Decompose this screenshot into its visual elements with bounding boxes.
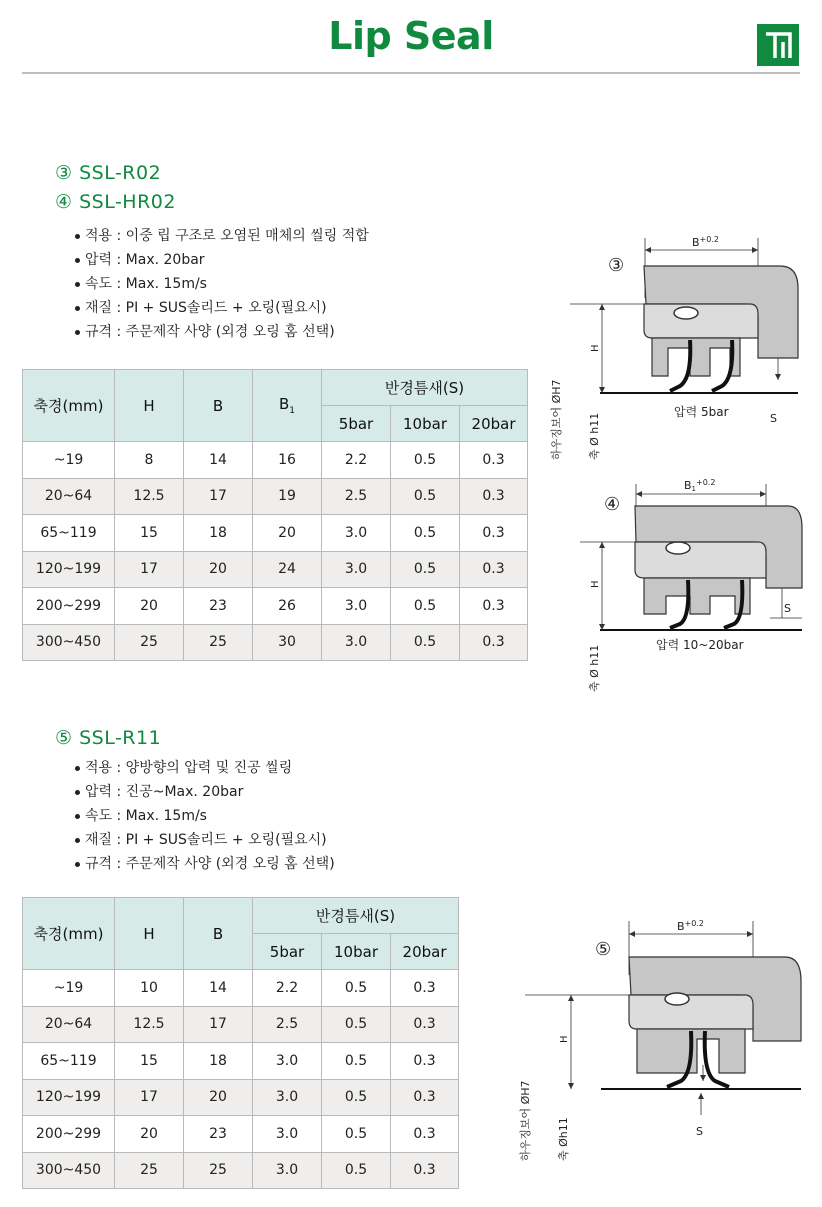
spec-item: 압력 : Max. 20bar <box>75 248 369 272</box>
col-header-5bar: 5bar <box>322 406 391 442</box>
table-row: 20~64 12.5 17 2.5 0.5 0.3 <box>23 1006 459 1043</box>
col-header-gap: 반경틈새(S) <box>322 370 528 406</box>
seal-diagram-3 <box>540 228 810 463</box>
table-row: 20~64 12.5 17 19 2.5 0.5 0.3 <box>23 478 528 515</box>
housing-bore-label: 하우징보어 ØH7 <box>550 379 563 460</box>
model-title-r02: ③ SSL-R02 <box>55 162 162 184</box>
dim-s-label: S <box>696 1125 703 1138</box>
col-header-10bar: 10bar <box>391 406 460 442</box>
diagram-number-3: ③ <box>608 255 625 276</box>
col-header-b: B <box>184 898 253 970</box>
shaft-label: 축 Ø h11 <box>588 412 601 460</box>
dim-h-label: H <box>590 344 601 352</box>
spec-item: 속도 : Max. 15m/s <box>75 804 335 828</box>
table-row: 65~119 15 18 3.0 0.5 0.3 <box>23 1043 459 1080</box>
col-header-h: H <box>115 370 184 442</box>
diagram-number-4: ④ <box>604 494 621 515</box>
seal-diagram-5 <box>515 915 815 1165</box>
dim-h-label: H <box>559 1035 570 1043</box>
table-row: 120~199 17 20 3.0 0.5 0.3 <box>23 1079 459 1116</box>
dim-h-label: H <box>590 580 601 588</box>
corner-logo-icon <box>757 24 799 66</box>
col-header-20bar: 20bar <box>391 934 459 970</box>
shaft-label: 축 Ø h11 <box>588 644 601 692</box>
col-header-10bar: 10bar <box>322 934 391 970</box>
dim-s-label: S <box>770 412 777 425</box>
spec-list-r02 <box>75 224 369 344</box>
diagram-number-5: ⑤ <box>595 939 612 960</box>
table-row: 300~450 25 25 3.0 0.5 0.3 <box>23 1152 459 1189</box>
dim-b-label: $B^{+0.2}$ <box>692 235 719 249</box>
table-row: 65~119 15 18 20 3.0 0.5 0.3 <box>23 515 528 552</box>
spec-item: 압력 : 진공~Max. 20bar <box>75 780 335 804</box>
spec-item: 적용 : 양방향의 압력 및 진공 씰링 <box>75 756 335 780</box>
col-header-20bar: 20bar <box>460 406 528 442</box>
col-header-gap: 반경틈새(S) <box>253 898 459 934</box>
dim-s-label: S <box>784 602 791 615</box>
table-row: 300~450 25 25 30 3.0 0.5 0.3 <box>23 624 528 661</box>
page-title: Lip Seal <box>328 14 494 58</box>
dim-b-label: $B^{+0.2}$ <box>677 919 704 933</box>
spec-item: 규격 : 주문제작 사양 (외경 오링 홈 선택) <box>75 852 335 876</box>
col-header-h: H <box>115 898 184 970</box>
table-row: ~19 10 14 2.2 0.5 0.3 <box>23 970 459 1007</box>
spec-list-r11 <box>75 756 335 876</box>
spec-table-r11 <box>22 897 459 1189</box>
model-title-r11: ⑤ SSL-R11 <box>55 727 162 749</box>
col-header-5bar: 5bar <box>253 934 322 970</box>
pressure-label: 압력 5bar <box>674 405 729 419</box>
col-header-b: B <box>184 370 253 442</box>
seal-diagram-4 <box>570 478 815 698</box>
table-row: 120~199 17 20 24 3.0 0.5 0.3 <box>23 551 528 588</box>
title-divider <box>22 72 800 74</box>
spec-item: 속도 : Max. 15m/s <box>75 272 369 296</box>
dim-b1-label: $B1^{+0.2}$ <box>684 478 716 493</box>
spec-table-r02 <box>22 369 528 661</box>
col-header-shaft: 축경(mm) <box>23 898 115 970</box>
col-header-shaft: 축경(mm) <box>23 370 115 442</box>
model-title-hr02: ④ SSL-HR02 <box>55 191 176 213</box>
pressure-label: 압력 10~20bar <box>656 638 744 652</box>
table-row: ~19 8 14 16 2.2 0.5 0.3 <box>23 442 528 479</box>
housing-bore-label: 하우징보어 ØH7 <box>519 1080 532 1161</box>
spec-item: 적용 : 이중 립 구조로 오염된 매체의 씰링 적합 <box>75 224 369 248</box>
table-row: 200~299 20 23 3.0 0.5 0.3 <box>23 1116 459 1153</box>
table-row: 200~299 20 23 26 3.0 0.5 0.3 <box>23 588 528 625</box>
spec-item: 재질 : PI + SUS솔리드 + 오링(필요시) <box>75 296 369 320</box>
spec-item: 규격 : 주문제작 사양 (외경 오링 홈 선택) <box>75 320 369 344</box>
spec-item: 재질 : PI + SUS솔리드 + 오링(필요시) <box>75 828 335 852</box>
col-header-b1: $B_1$ <box>253 370 322 442</box>
shaft-label: 축 Øh11 <box>557 1117 570 1161</box>
